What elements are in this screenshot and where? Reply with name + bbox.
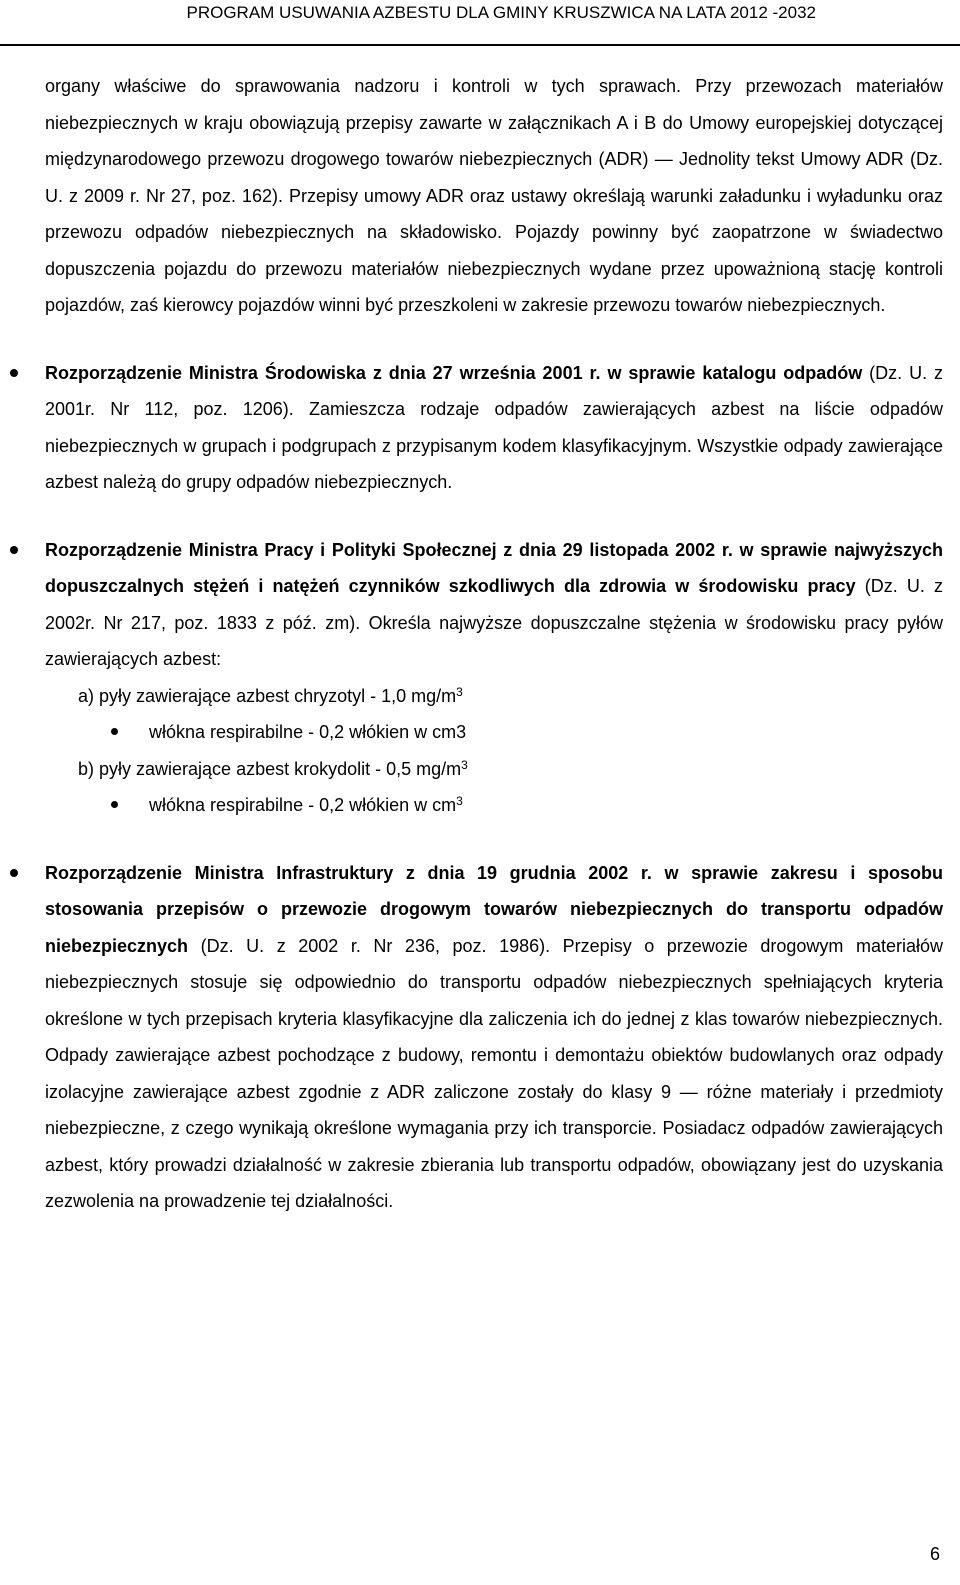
sublist-bullet-b: włókna respirabilne - 0,2 włókien w $cm^3$ [45,787,943,824]
list-item-regulation-road-transport [45,855,943,1220]
sublist-bullet-a: włókna respirabilne - 0,2 włókien w cm3 [45,714,943,751]
sublist-item-a: a) pyły zawierające azbest chryzotyl - 1,0 $mg/m^3$ [78,684,463,706]
bullet-icon [10,369,18,377]
header-rule [0,44,960,46]
list-item-regulation-waste-catalogue [45,355,943,501]
item-description: (Dz. U. z 2001r. Nr 112, poz. 1206). Zamieszcza rodzaje odpadów zawierających azbest na liście odpadów niebezpiecznych w grupach i podgrupach z przypisanym kodem klasyfikacyjnym. Wszystkie odpady zawierające azbest należą do grupy odpadów niebezpiecznych. [45,362,944,492]
page-number: 6 [929,1544,940,1564]
item-description: (Dz. U. z 2002 r. Nr 236, poz. 1986). Przepisy o przewozie drogowym materiałów niebezpiecznych stosuje się odpowiednio do transportu odpadów niebezpiecznych spełniających kryteria określone w tych przepisach kryteria klasyfikacyjne dla zaliczenia ich do jednej z klas towarów niebezpiecznych. Odpady zawierające azbest pochodzące z budowy, remontu i demontażu obiektów budowlanych oraz odpady izolacyjne zawierające azbest zgodnie z ADR zaliczone zostały do klasy 9 — różne materiały i przedmioty niebezpieczne, z czego wynikają określone wymagania przy ich transporcie. Posiadacz odpadów zawierających azbest, który prowadzi działalność w zakresie zbierania lub transportu odpadów, obowiązany jest do uzyskania zezwolenia na prowadzenie tej działalności. [45,935,943,1211]
paragraph-transport: organy właściwe do sprawowania nadzoru i kontroli w tych sprawach. Przy przewozach materiałów niebezpiecznych w kraju obowiązują przepisy zawarte w załącznikach A i B do Umowy europejskiej dotyczącej międzynarodowego przewozu drogowego towarów niebezpiecznych (ADR) — Jednolity tekst Umowy ADR (Dz. U. z 2009 r. Nr 27, poz. 162). Przepisy umowy ADR oraz ustawy określają warunki załadunku i wyładunku oraz przewozu odpadów niebezpiecznych na składowisko. Pojazdy powinny być zaopatrzone w świadectwo dopuszczenia pojazdu do przewozu materiałów niebezpiecznych wydane przez upoważnioną stację kontroli pojazdów, zaś kierowcy pojazdów winni być przeszkoleni w zakresie przewozu towarów niebezpiecznych. [45,76,943,315]
item-text [45,855,943,1220]
item-text [45,532,943,678]
item-title: Rozporządzenie Ministra Środowiska z dnia 27 września 2001 r. w sprawie katalogu odpadów [45,362,863,383]
running-header: PROGRAM USUWANIA AZBESTU DLA GMINY KRUSZWICA NA LATA 2012 -2032 [186,3,816,22]
document-body [45,68,943,1220]
item-title: Rozporządzenie Ministra Pracy i Polityki Społecznej z dnia 29 listopada 2002 r. w sprawie najwyższych dopuszczalnych stężeń i natężeń czynników szkodliwych dla zdrowia w środowisku pracy [45,539,943,596]
bullet-icon [10,869,18,877]
sublist-item-b: b) pyły zawierające azbest krokydolit - 0,5 $mg/m^3$ [78,757,468,779]
item-description: (Dz. U. z 2002r. Nr 217, poz. 1833 z póź. zm). Określa najwyższe dopuszczalne stężenia w środowisku pracy pyłów zawierających azbest: [45,576,943,669]
bullet-icon [111,728,118,735]
list-item-regulation-workplace-limits [45,532,943,824]
item-text [45,355,943,501]
item-title: Rozporządzenie Ministra Infrastruktury z dnia 19 grudnia 2002 r. w sprawie zakresu i sposobu stosowania przepisów o przewozie drogowym towarów niebezpiecznych do transportu odpadów niebezpiecznych [45,862,943,956]
bullet-icon [10,546,18,554]
bullet-icon [111,801,118,808]
